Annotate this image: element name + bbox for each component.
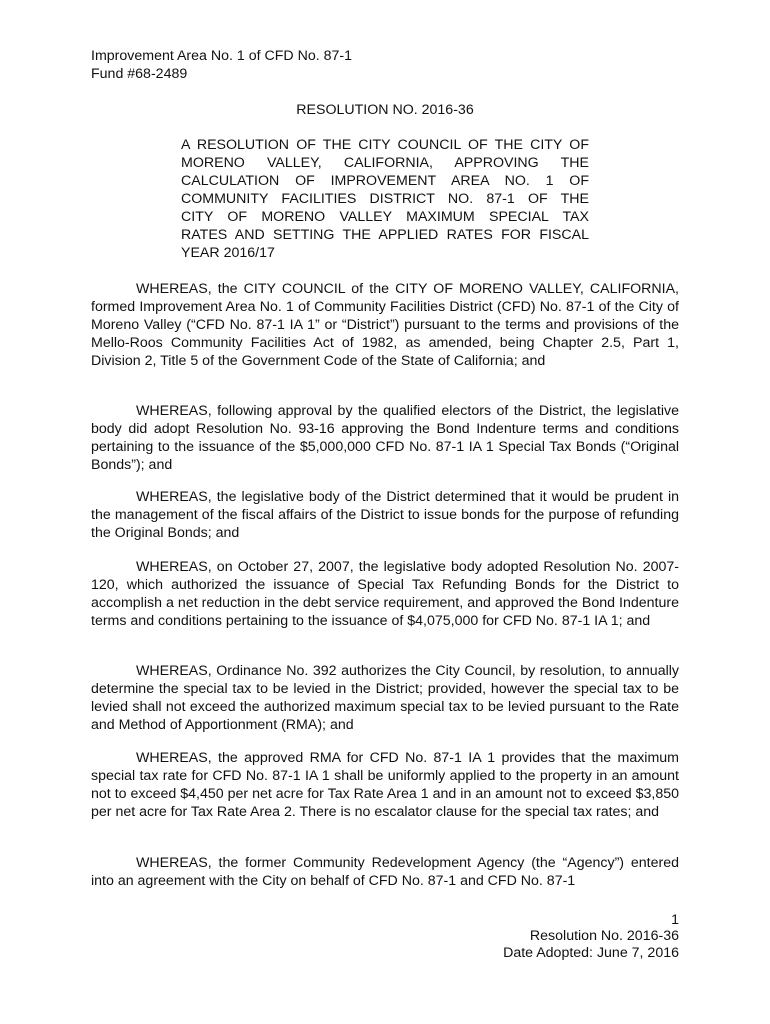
title-line: CITY OF MORENO VALLEY MAXIMUM SPECIAL TAX <box>181 209 589 225</box>
whereas-paragraph: WHEREAS, the approved RMA for CFD No. 87-1 IA 1 provides that the maximum special tax rate for CFD No. 87-1 IA 1 shall be uniformly applied to the property in an amount not to exceed $4,450 per net acre for Tax Rate Area 1 and in an amount not to exceed $3,850 per net acre for Tax Rate Area 2. There is no escalator clause for the special tax rates; and <box>91 750 679 820</box>
footer-date-adopted: Date Adopted: June 7, 2016 <box>503 945 679 961</box>
header-area-line: Improvement Area No. 1 of CFD No. 87-1 <box>91 48 352 64</box>
footer-resolution-ref: Resolution No. 2016-36 <box>529 928 679 944</box>
title-line: MORENO VALLEY, CALIFORNIA, APPROVING THE <box>181 155 589 171</box>
whereas-paragraph: WHEREAS, on October 27, 2007, the legislative body adopted Resolution No. 2007-120, which authorized the issuance of Special Tax Refunding Bonds for the District to accomplish a net reduction in the debt service requirement, and approved the Bond Indenture terms and conditions pertaining to the issuance of $4,075,000 for CFD No. 87-1 IA 1; and <box>91 559 679 629</box>
title-line: RATES AND SETTING THE APPLIED RATES FOR FISCAL <box>181 227 589 243</box>
whereas-paragraph: WHEREAS, Ordinance No. 392 authorizes the City Council, by resolution, to annually determine the special tax to be levied in the District; provided, however the special tax to be levied shall not exceed the authorized maximum special tax to be levied pursuant to the Rate and Method of Apportionment (RMA); and <box>91 663 679 733</box>
title-line: A RESOLUTION OF THE CITY COUNCIL OF THE CITY OF <box>181 137 589 153</box>
whereas-paragraph: WHEREAS, following approval by the qualified electors of the District, the legislative body did adopt Resolution No. 93-16 approving the Bond Indenture terms and conditions pertaining to the issuance of the $5,000,000 CFD No. 87-1 IA 1 Special Tax Bonds (“Original Bonds”); and <box>91 403 679 473</box>
resolution-number: RESOLUTION NO. 2016-36 <box>296 102 474 118</box>
page-number: 1 <box>671 912 679 928</box>
header-fund-line: Fund #68-2489 <box>91 66 188 82</box>
whereas-paragraph: WHEREAS, the former Community Redevelopment Agency (the “Agency”) entered into an agreement with the City on behalf of CFD No. 87-1 and CFD No. 87-1 <box>91 855 679 889</box>
title-line: YEAR 2016/17 <box>181 245 275 261</box>
title-line: COMMUNITY FACILITIES DISTRICT NO. 87-1 OF THE <box>181 191 589 207</box>
title-line: CALCULATION OF IMPROVEMENT AREA NO. 1 OF <box>181 173 589 189</box>
whereas-paragraph: WHEREAS, the legislative body of the District determined that it would be prudent in the management of the fiscal affairs of the District to issue bonds for the purpose of refunding the Original Bonds; and <box>91 489 679 541</box>
resolution-title <box>181 136 589 262</box>
whereas-paragraph: WHEREAS, the CITY COUNCIL of the CITY OF MORENO VALLEY, CALIFORNIA, formed Improvement Area No. 1 of Community Facilities District (CFD) No. 87-1 of the City of Moreno Valley (“CFD No. 87-1 IA 1” or “District”) pursuant to the terms and provisions of the Mello-Roos Community Facilities Act of 1982, as amended, being Chapter 2.5, Part 1, Division 2, Title 5 of the Government Code of the State of California; and <box>91 281 679 369</box>
